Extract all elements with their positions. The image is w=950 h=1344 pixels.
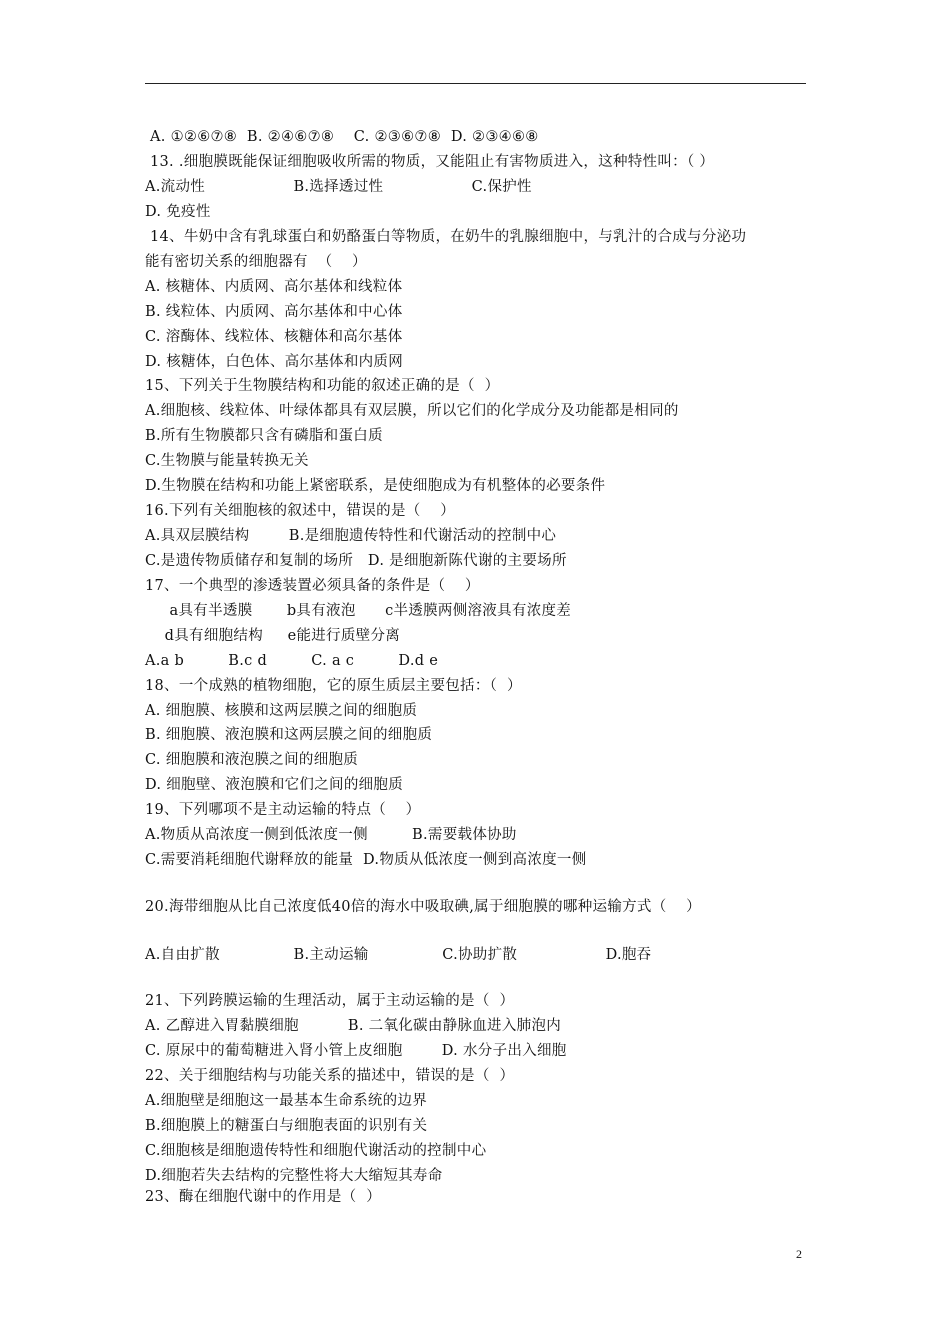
- q22-option-c: C.细胞核是细胞遗传特性和细胞代谢活动的控制中心: [145, 1143, 487, 1159]
- q15-stem: 15、下列关于生物膜结构和功能的叙述正确的是（ ）: [145, 378, 500, 394]
- q21-options-cd: C. 原尿中的葡萄糖进入肾小管上皮细胞 D. 水分子出入细胞: [145, 1043, 567, 1059]
- q18-stem: 18、一个成熟的植物细胞，它的原生质层主要包括：（ ）: [145, 678, 522, 694]
- q19-options-ab: A.物质从高浓度一侧到低浓度一侧 B.需要载体协助: [145, 827, 517, 843]
- q15-option-b: B.所有生物膜都只含有磷脂和蛋白质: [145, 428, 383, 444]
- q18-option-a: A. 细胞膜、核膜和这两层膜之间的细胞质: [145, 703, 418, 719]
- q12-options: A. ①②⑥⑦⑧ B. ②④⑥⑦⑧ C. ②③⑥⑦⑧ D. ②③④⑥⑧: [150, 129, 539, 145]
- q16-stem: 16.下列有关细胞核的叙述中，错误的是（ ）: [145, 503, 455, 519]
- q17-stem: 17、一个典型的渗透装置必须具备的条件是（ ）: [145, 578, 480, 594]
- q14-option-b: B. 线粒体、内质网、高尔基体和中心体: [145, 304, 403, 320]
- q17-options: A.a b B.c d C. a c D.d e: [145, 653, 439, 669]
- q14-option-a: A. 核糖体、内质网、高尔基体和线粒体: [145, 279, 403, 295]
- q14-stem-cont: 能有密切关系的细胞器有 （ ）: [145, 254, 367, 270]
- q15-option-d: D.生物膜在结构和功能上紧密联系，是使细胞成为有机整体的必要条件: [145, 478, 606, 494]
- q20-options: A.自由扩散 B.主动运输 C.协助扩散 D.胞吞: [145, 947, 652, 963]
- q22-option-d: D.细胞若失去结构的完整性将大大缩短其寿命: [145, 1168, 443, 1184]
- q22-stem: 22、关于细胞结构与功能关系的描述中，错误的是（ ）: [145, 1068, 515, 1084]
- q21-stem: 21、下列跨膜运输的生理活动，属于主动运输的是（ ）: [145, 993, 515, 1009]
- q14-stem: 14、牛奶中含有乳球蛋白和奶酪蛋白等物质，在奶牛的乳腺细胞中，与乳汁的合成与分泌功: [150, 229, 747, 245]
- q13-stem: 13. .细胞膜既能保证细胞吸收所需的物质，又能阻止有害物质进入，这种特性叫：（ ）: [150, 154, 715, 170]
- q17-conditions-de: d具有细胞结构 e能进行质壁分离: [145, 628, 401, 644]
- header-rule: [145, 83, 806, 84]
- q17-conditions-abc: a具有半透膜 b具有液泡 c半透膜两侧溶液具有浓度差: [145, 603, 572, 619]
- q19-options-cd: C.需要消耗细胞代谢释放的能量 D.物质从低浓度一侧到高浓度一侧: [145, 852, 587, 868]
- q14-option-c: C. 溶酶体、线粒体、核糖体和高尔基体: [145, 329, 403, 345]
- q15-option-c: C.生物膜与能量转换无关: [145, 453, 309, 469]
- q13-option-d: D. 免疫性: [145, 204, 211, 220]
- q23-stem: 23、酶在细胞代谢中的作用是（ ）: [145, 1189, 382, 1205]
- q18-option-b: B. 细胞膜、液泡膜和这两层膜之间的细胞质: [145, 727, 433, 743]
- q19-stem: 19、下列哪项不是主动运输的特点（ ）: [145, 802, 421, 818]
- page-number: 2: [796, 1247, 802, 1261]
- q18-option-d: D. 细胞壁、液泡膜和它们之间的细胞质: [145, 777, 404, 793]
- q18-option-c: C. 细胞膜和液泡膜之间的细胞质: [145, 752, 359, 768]
- q20-stem: 20.海带细胞从比自己浓度低40倍的海水中吸取碘,属于细胞膜的哪种运输方式（ ）: [145, 899, 701, 915]
- q16-options-ab: A.具双层膜结构 B.是细胞遗传特性和代谢活动的控制中心: [145, 528, 557, 544]
- q22-option-a: A.细胞壁是细胞这一最基本生命系统的边界: [145, 1093, 428, 1109]
- q22-option-b: B.细胞膜上的糖蛋白与细胞表面的识别有关: [145, 1118, 428, 1134]
- q21-options-ab: A. 乙醇进入胃黏膜细胞 B. 二氧化碳由静脉血进入肺泡内: [145, 1018, 562, 1034]
- q15-option-a: A.细胞核、线粒体、叶绿体都具有双层膜，所以它们的化学成分及功能都是相同的: [145, 403, 679, 419]
- q16-options-cd: C.是遗传物质储存和复制的场所 D. 是细胞新陈代谢的主要场所: [145, 553, 567, 569]
- q14-option-d: D. 核糖体，白色体、高尔基体和内质网: [145, 354, 404, 370]
- q13-options-abc: A.流动性 B.选择透过性 C.保护性: [145, 179, 532, 195]
